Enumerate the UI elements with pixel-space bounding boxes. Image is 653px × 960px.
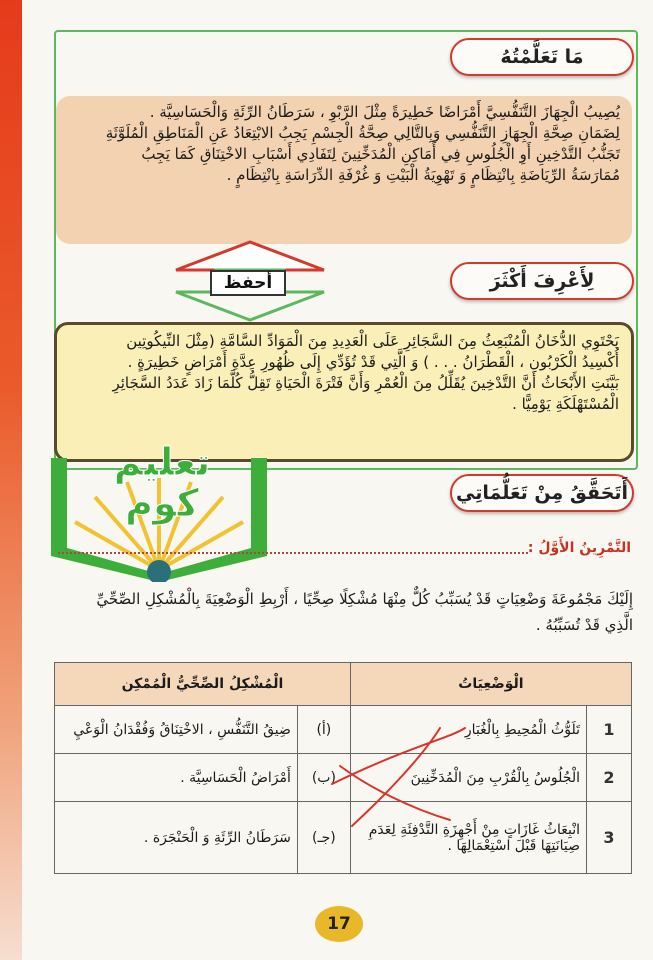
header-problems: الْمُشْكِلُ الصِّحِّيُّ الْمُمْكِن [55,663,351,706]
know-more-heading [450,262,634,300]
row-number: 2 [587,754,632,802]
learned-line-2: لِضَمَانِ صِحَّةِ الْجِهَازِ التَّنَفُّسِي وَبِالتَّالِي صِحَّةُ الْجِسْمِ يَجِبُ الابْتِعَادُ عَنِ الْمَنَاطِقِ الْمُلَوَّثَةِ [105,124,620,142]
answer-lines-icon [300,700,480,840]
row-number: 3 [587,802,632,874]
left-decorative-strip [0,0,22,960]
letter-cell: (ب) [297,754,350,802]
row-number: 1 [587,706,632,754]
letter-cell: (جـ) [297,802,350,874]
learned-heading [450,38,634,76]
know-more-line-3: بَيَّنَتِ الأَبْحَاثُ أَنَّ التَّدْخِينَ يُقَلِّلُ مِنَ الْعُمْرِ وَأَنَّ فَتْرَةَ الْحَيَاةِ تَقِلُّ كُلَّمَا زَادَ عَدَدُ السَّجَائِرِ [112,374,619,392]
know-more-line-1: يَحْتَوِي الدُّخَانُ الْمُنْبَعِثُ مِنَ السَّجَائِرِ عَلَى الْعَدِيدِ مِنَ الْمَوَادِّ السَّامَّةِ (مِثْلَ النِّيكُوتِين [126,332,619,350]
exercise-line-2: الَّذِي قَدْ تُسَبِّبُهُ . [535,616,633,634]
check-heading [450,474,634,512]
learned-line-1: يُصِيبُ الْجِهَازَ التَّنَفُّسِيَّ أَمْرَاضًا خَطِيرَةً مِثْلَ الرَّبْوِ ، سَرَطَانُ الرِّئَةِ وَالْحَسَاسِيَّة . [149,103,620,121]
situation-cell: الْجُلُوسُ بِالْقُرْبِ مِنَ الْمُدَخِّنِينَ [350,754,586,802]
problem-cell: أَمْرَاضُ الْحَسَاسِيَّة . [55,754,298,802]
situation-cell: تَلَوُّثُ الْمُحِيطِ بِالْغُبَارِ [350,706,586,754]
header-situations: الْوَضْعِيَاتُ [350,663,631,706]
logo-text-line-1: تعليم [113,440,211,484]
letter-cell: (أ) [297,706,350,754]
learned-line-3: تَجَنُّبُ التَّدْخِينِ أَوِ الْجُلُوسِ فِي أَمَاكِنِ الْمُدَخِّنِينَ لِتَفَادِي أَسْبَابِ الاخْتِنَاقِ كَمَا يَجِبُ [141,145,620,163]
problem-cell: سَرَطَانُ الرِّئَةِ وَ الْحَنْجَرَة . [55,802,298,874]
page-number-badge: 17 [315,906,363,942]
situation-line-2: صِيَانَتِهَا قَبْلَ اسْتِعْمَالِهَا . [447,837,580,854]
exercise-line-1: إِلَيْكَ مَجْمُوعَةَ وَضْعِيَاتٍ قَدْ يُسَبِّبُ كُلٌّ مِنْهَا مُشْكِلًا صِحِّيًا ، أَرْبِطِ الْوَضْعِيَةَ بِالْمُشْكِلِ الصِّحِّيِّ [96,590,633,608]
know-more-title: لِأَعْرِفَ أَكْثَرَ [489,270,595,292]
exercise-title: التَّمْرِينُ الأَوَّلُ : [527,540,631,556]
exercise-instructions [43,586,633,638]
situation-line-1: انْبِعَاثُ غَازَاتٍ مِنْ أَجْهِزَةِ التَّدْفِئَةِ لِعَدَمِ [368,821,580,838]
logo-text-line-2: كوم [125,481,199,525]
memorize-label: أحفظ [210,270,286,296]
problem-cell: ضِيقُ التَّنَفُّسِ ، الاخْتِنَاقُ وَفُقْدَانُ الْوَعْيِ [55,706,298,754]
learned-title: مَا تَعَلَّمْتُهُ [500,46,584,68]
learned-line-4: مُمَارَسَةُ الرِّيَاضَةِ بِانْتِظَامٍ وَ تَهْوِيَةُ الْبَيْتِ وَ غُرْفَةِ الدِّرَاسَةِ بِانْتِظَامٍ . [226,166,620,184]
check-title: أَتَحَقَّقُ مِنْ تَعَلُّمَاتِي [455,482,629,504]
exercise-dotted-divider [58,552,528,554]
know-more-line-2: أُكْسِيدُ الْكَرْبُونِ ، الْقَطْرَانُ . . . ) وَ الَّتِي قَدْ تُؤَدِّي إِلَى ظُهُورِ عِدَّةِ أَمْرَاضٍ خَطِيرَةٍ . [127,353,619,371]
learned-box [56,96,632,244]
know-more-line-4: الْمُسْتَهْلَكَةِ يَوْمِيًّا . [512,395,619,413]
